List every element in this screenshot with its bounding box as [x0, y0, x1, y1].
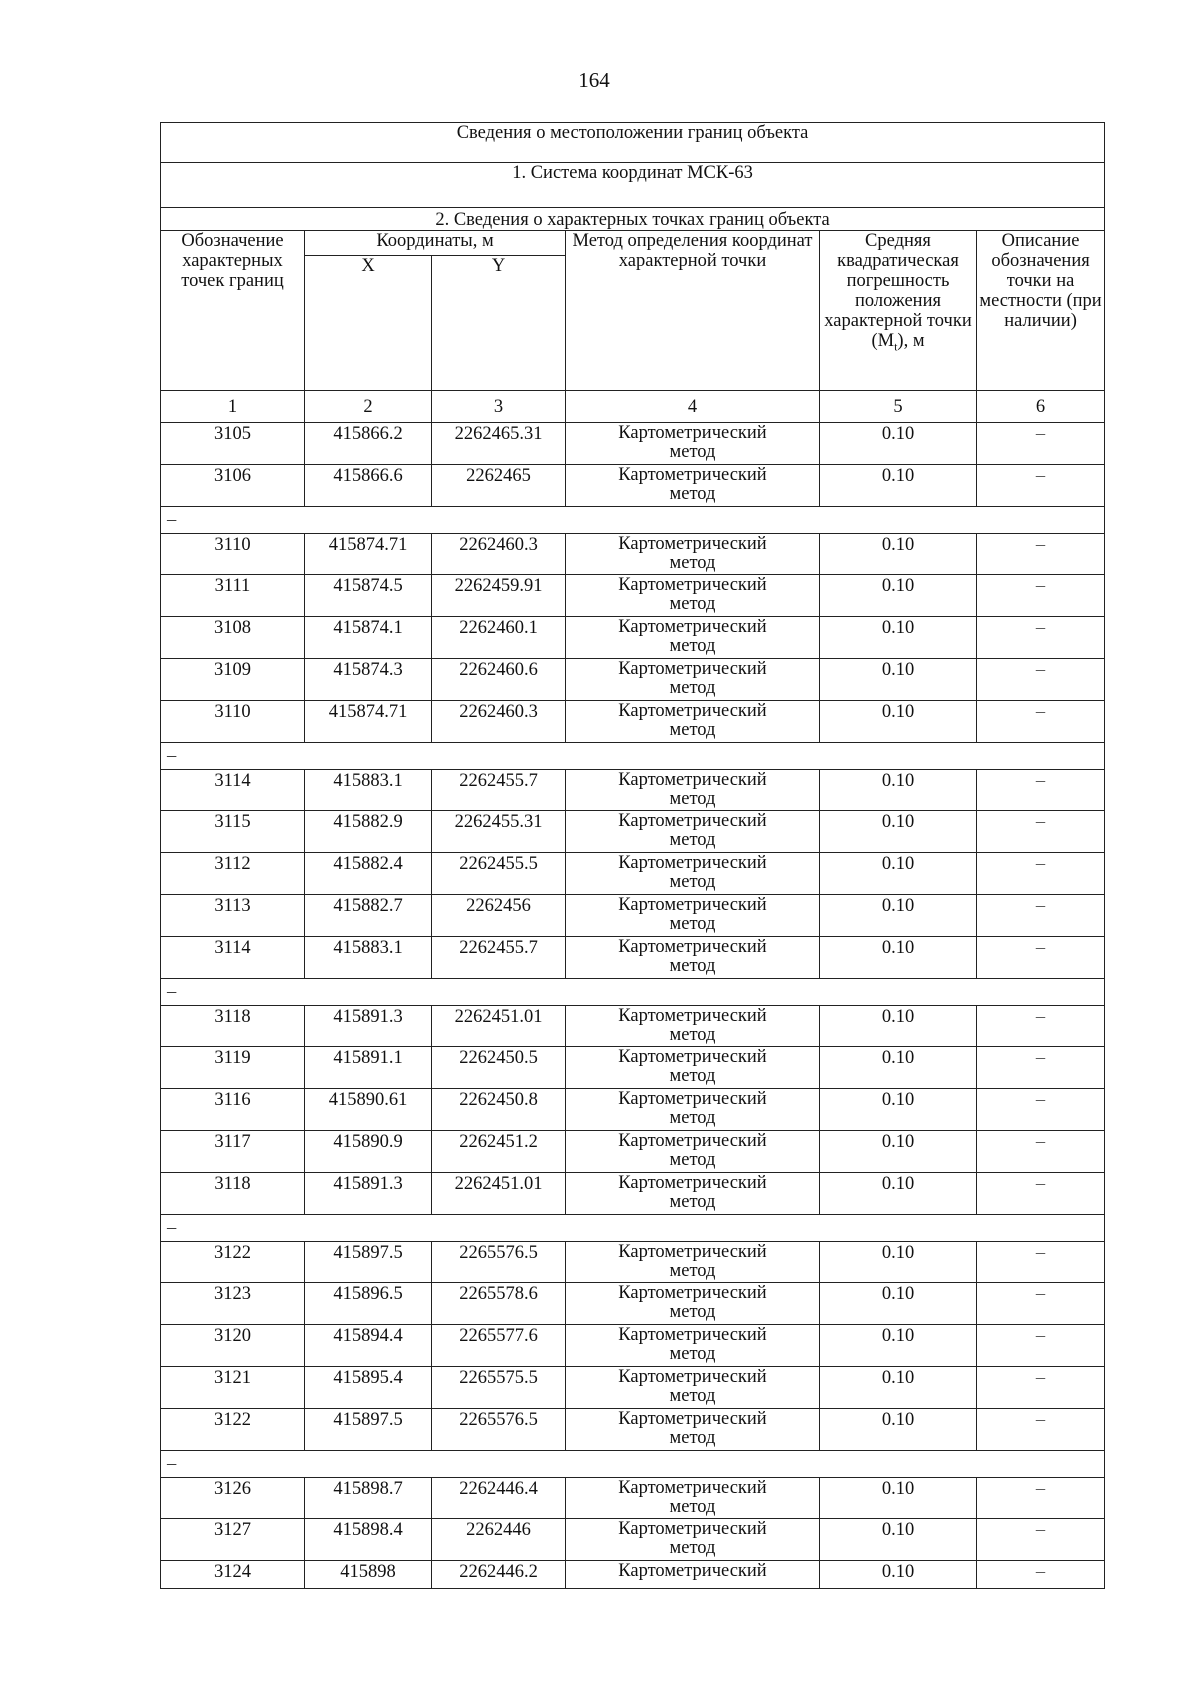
col-number: 2	[305, 391, 432, 423]
point-description: –	[977, 423, 1105, 465]
coord-x: 415897.5	[305, 1241, 432, 1283]
mean-error: 0.10	[820, 1408, 977, 1450]
coord-y: 2262459.91	[432, 575, 566, 617]
table-row	[161, 1241, 1105, 1283]
point-description: –	[977, 1130, 1105, 1172]
coord-x: 415882.4	[305, 853, 432, 895]
separator-dash: –	[161, 978, 1105, 1005]
coord-x: 415874.3	[305, 658, 432, 700]
coord-x: 415891.1	[305, 1047, 432, 1089]
point-id: 3122	[161, 1241, 305, 1283]
header-error	[820, 231, 977, 391]
point-description: –	[977, 769, 1105, 811]
point-description: –	[977, 700, 1105, 742]
coord-x: 415874.71	[305, 533, 432, 575]
mean-error: 0.10	[820, 1519, 977, 1561]
table-row	[161, 1283, 1105, 1325]
method-line: метод	[669, 1427, 716, 1448]
point-id: 3120	[161, 1325, 305, 1367]
method-line: метод	[669, 636, 716, 657]
method-line: Картометрический	[618, 811, 767, 832]
method-line: метод	[669, 1260, 716, 1281]
mean-error: 0.10	[820, 575, 977, 617]
method-cell	[566, 533, 820, 575]
method-cell	[566, 769, 820, 811]
mean-error: 0.10	[820, 617, 977, 659]
table-row	[161, 575, 1105, 617]
coord-x: 415896.5	[305, 1283, 432, 1325]
mean-error: 0.10	[820, 936, 977, 978]
table-row	[161, 936, 1105, 978]
mean-error: 0.10	[820, 423, 977, 465]
table-row	[161, 894, 1105, 936]
coord-x: 415898.7	[305, 1477, 432, 1519]
method-line: метод	[669, 1496, 716, 1517]
table-row	[161, 1561, 1105, 1589]
method-cell	[566, 617, 820, 659]
coord-y: 2262446	[432, 1519, 566, 1561]
method-line: Картометрический	[618, 1477, 767, 1498]
method-line: метод	[669, 1191, 716, 1212]
coord-y: 2262460.6	[432, 658, 566, 700]
method-line: метод	[669, 677, 716, 698]
method-line: Картометрический	[618, 769, 767, 790]
method-line: метод	[669, 1024, 716, 1045]
point-description: –	[977, 1172, 1105, 1214]
table-row	[161, 1047, 1105, 1089]
method-line: метод	[669, 1385, 716, 1406]
method-line: Картометрический	[618, 894, 767, 915]
table-row	[161, 1172, 1105, 1214]
contour-separator-row	[161, 506, 1105, 533]
mean-error: 0.10	[820, 811, 977, 853]
method-line: Картометрический	[618, 658, 767, 679]
coord-x: 415894.4	[305, 1325, 432, 1367]
coord-y: 2262451.2	[432, 1130, 566, 1172]
header-coordinates: Координаты, м	[305, 231, 566, 256]
mean-error: 0.10	[820, 533, 977, 575]
coord-x: 415890.9	[305, 1130, 432, 1172]
mean-error: 0.10	[820, 1477, 977, 1519]
table-row	[161, 853, 1105, 895]
coord-y: 2262451.01	[432, 1172, 566, 1214]
table-row	[161, 658, 1105, 700]
point-id: 3118	[161, 1005, 305, 1047]
method-line: метод	[669, 830, 716, 851]
table-row	[161, 617, 1105, 659]
coord-y: 2262451.01	[432, 1005, 566, 1047]
point-id: 3119	[161, 1047, 305, 1089]
coord-y: 2262446.2	[432, 1561, 566, 1589]
method-line: Картометрический	[618, 1047, 767, 1068]
method-line: метод	[669, 594, 716, 615]
separator-dash: –	[161, 506, 1105, 533]
point-id: 3122	[161, 1408, 305, 1450]
method-line: Картометрический	[618, 1172, 767, 1193]
table-title: Сведения о местоположении границ объекта	[161, 123, 1105, 163]
coord-y: 2262450.8	[432, 1089, 566, 1131]
table-row	[161, 1477, 1105, 1519]
point-description: –	[977, 811, 1105, 853]
coordinate-system: 1. Система координат МСК-63	[161, 163, 1105, 208]
coord-y: 2262446.4	[432, 1477, 566, 1519]
point-description: –	[977, 1089, 1105, 1131]
coord-x: 415866.2	[305, 423, 432, 465]
coord-y: 2262460.1	[432, 617, 566, 659]
col-number: 5	[820, 391, 977, 423]
point-id: 3116	[161, 1089, 305, 1131]
method-line: метод	[669, 483, 716, 504]
method-cell	[566, 1325, 820, 1367]
coord-x: 415898.4	[305, 1519, 432, 1561]
header-error-unit: ), м	[897, 331, 925, 351]
method-line: Картометрический	[618, 1241, 767, 1262]
coord-y: 2262455.7	[432, 769, 566, 811]
boundary-points-table	[160, 122, 1105, 1589]
table-row	[161, 1519, 1105, 1561]
table-row	[161, 700, 1105, 742]
header-error-subscript: t	[894, 339, 898, 354]
mean-error: 0.10	[820, 1130, 977, 1172]
method-line: Картометрический	[618, 936, 767, 957]
coord-y: 2262460.3	[432, 533, 566, 575]
point-id: 3117	[161, 1130, 305, 1172]
point-description: –	[977, 1408, 1105, 1450]
method-line: Картометрический	[618, 1130, 767, 1151]
coord-x: 415897.5	[305, 1408, 432, 1450]
mean-error: 0.10	[820, 853, 977, 895]
point-description: –	[977, 936, 1105, 978]
point-description: –	[977, 533, 1105, 575]
point-id: 3115	[161, 811, 305, 853]
method-line: метод	[669, 1344, 716, 1365]
coord-y: 2262456	[432, 894, 566, 936]
method-line: Картометрический	[618, 423, 767, 443]
point-description: –	[977, 1519, 1105, 1561]
table-row	[161, 423, 1105, 465]
coord-y: 2262465	[432, 464, 566, 506]
separator-dash: –	[161, 742, 1105, 769]
table-row	[161, 811, 1105, 853]
method-cell	[566, 1241, 820, 1283]
method-line: Картометрический	[618, 617, 767, 638]
point-description: –	[977, 1325, 1105, 1367]
table-row	[161, 1325, 1105, 1367]
method-cell	[566, 658, 820, 700]
table-row	[161, 533, 1105, 575]
coord-y: 2262455.7	[432, 936, 566, 978]
coord-y: 2265578.6	[432, 1283, 566, 1325]
table-row	[161, 464, 1105, 506]
method-line: Картометрический	[618, 1005, 767, 1026]
coord-y: 2262450.5	[432, 1047, 566, 1089]
table-row	[161, 1130, 1105, 1172]
mean-error: 0.10	[820, 1172, 977, 1214]
contour-separator-row	[161, 742, 1105, 769]
method-cell	[566, 423, 820, 465]
method-cell	[566, 464, 820, 506]
point-description: –	[977, 575, 1105, 617]
coord-x: 415874.1	[305, 617, 432, 659]
coord-x: 415874.5	[305, 575, 432, 617]
contour-separator-row	[161, 1450, 1105, 1477]
point-id: 3123	[161, 1283, 305, 1325]
point-id: 3109	[161, 658, 305, 700]
col-number: 4	[566, 391, 820, 423]
point-description: –	[977, 1005, 1105, 1047]
coord-x: 415883.1	[305, 769, 432, 811]
method-line: метод	[669, 1149, 716, 1170]
method-line: метод	[669, 1538, 716, 1559]
mean-error: 0.10	[820, 1047, 977, 1089]
contour-separator-row	[161, 978, 1105, 1005]
method-cell	[566, 700, 820, 742]
coord-y: 2265575.5	[432, 1366, 566, 1408]
coord-y: 2265577.6	[432, 1325, 566, 1367]
method-line: Картометрический	[618, 1089, 767, 1110]
method-line: метод	[669, 1066, 716, 1087]
method-cell	[566, 1477, 820, 1519]
method-line: метод	[669, 442, 716, 462]
mean-error: 0.10	[820, 1283, 977, 1325]
point-id: 3127	[161, 1519, 305, 1561]
point-description: –	[977, 1561, 1105, 1589]
mean-error: 0.10	[820, 1325, 977, 1367]
mean-error: 0.10	[820, 1089, 977, 1131]
method-cell	[566, 1561, 820, 1589]
coord-x: 415866.6	[305, 464, 432, 506]
point-id: 3121	[161, 1366, 305, 1408]
point-id: 3110	[161, 533, 305, 575]
header-x: X	[305, 256, 432, 391]
method-line: Картометрический	[618, 853, 767, 874]
point-description: –	[977, 1366, 1105, 1408]
header-error-text: Средняя квадратическая погрешность положения характерной точки (M	[824, 231, 972, 351]
point-id: 3106	[161, 464, 305, 506]
separator-dash: –	[161, 1450, 1105, 1477]
method-cell	[566, 1519, 820, 1561]
point-id: 3110	[161, 700, 305, 742]
table-row	[161, 769, 1105, 811]
method-line: метод	[669, 872, 716, 893]
table-row	[161, 1089, 1105, 1131]
method-line: Картометрический	[618, 1366, 767, 1387]
method-cell	[566, 1005, 820, 1047]
coord-x: 415891.3	[305, 1172, 432, 1214]
table-row	[161, 1366, 1105, 1408]
point-id: 3126	[161, 1477, 305, 1519]
method-cell	[566, 894, 820, 936]
coord-x: 415874.71	[305, 700, 432, 742]
method-line: Картометрический	[618, 700, 767, 721]
point-description: –	[977, 464, 1105, 506]
coord-x: 415891.3	[305, 1005, 432, 1047]
point-description: –	[977, 658, 1105, 700]
method-line: Картометрический	[618, 533, 767, 554]
point-id: 3111	[161, 575, 305, 617]
page-number: 164	[578, 68, 610, 92]
point-id: 3118	[161, 1172, 305, 1214]
method-line: метод	[669, 1108, 716, 1129]
coord-x: 415883.1	[305, 936, 432, 978]
method-cell	[566, 1366, 820, 1408]
coord-y: 2262455.31	[432, 811, 566, 853]
point-id: 3112	[161, 853, 305, 895]
method-line: Картометрический	[618, 575, 767, 596]
method-line: Картометрический	[618, 1519, 767, 1540]
point-description: –	[977, 894, 1105, 936]
col-number: 6	[977, 391, 1105, 423]
method-line: Картометрический	[618, 1325, 767, 1346]
mean-error: 0.10	[820, 769, 977, 811]
method-cell	[566, 936, 820, 978]
point-description: –	[977, 1477, 1105, 1519]
point-id: 3108	[161, 617, 305, 659]
coord-x: 415890.61	[305, 1089, 432, 1131]
method-cell	[566, 853, 820, 895]
method-cell	[566, 1283, 820, 1325]
method-cell	[566, 1130, 820, 1172]
header-point: Обозначение характерных точек границ	[161, 231, 305, 391]
mean-error: 0.10	[820, 1241, 977, 1283]
contour-separator-row	[161, 1214, 1105, 1241]
mean-error: 0.10	[820, 700, 977, 742]
col-number: 1	[161, 391, 305, 423]
point-description: –	[977, 617, 1105, 659]
point-id: 3113	[161, 894, 305, 936]
table-row	[161, 1408, 1105, 1450]
mean-error: 0.10	[820, 1005, 977, 1047]
mean-error: 0.10	[820, 658, 977, 700]
coord-x: 415882.7	[305, 894, 432, 936]
method-line: Картометрический	[618, 1408, 767, 1429]
point-description: –	[977, 853, 1105, 895]
method-cell	[566, 575, 820, 617]
method-line: Картометрический	[618, 464, 767, 485]
separator-dash: –	[161, 1214, 1105, 1241]
coord-y: 2265576.5	[432, 1241, 566, 1283]
method-line: метод	[669, 1302, 716, 1323]
method-line: метод	[669, 955, 716, 976]
mean-error: 0.10	[820, 1561, 977, 1589]
point-description: –	[977, 1047, 1105, 1089]
coord-y: 2262460.3	[432, 700, 566, 742]
coord-y: 2262465.31	[432, 423, 566, 465]
mean-error: 0.10	[820, 1366, 977, 1408]
point-id: 3114	[161, 769, 305, 811]
header-description: Описание обозначения точки на местности (при наличии)	[977, 231, 1105, 391]
point-id: 3124	[161, 1561, 305, 1589]
method-line: метод	[669, 719, 716, 740]
method-cell	[566, 1172, 820, 1214]
method-cell	[566, 1089, 820, 1131]
point-id: 3114	[161, 936, 305, 978]
header-y: Y	[432, 256, 566, 391]
method-cell	[566, 1047, 820, 1089]
method-line: Картометрический	[618, 1561, 767, 1582]
method-line: метод	[669, 552, 716, 573]
point-description: –	[977, 1241, 1105, 1283]
section-heading: 2. Сведения о характерных точках границ объекта	[161, 208, 1105, 231]
mean-error: 0.10	[820, 894, 977, 936]
header-method: Метод определения координат характерной точки	[566, 231, 820, 391]
method-line: Картометрический	[618, 1283, 767, 1304]
table-row	[161, 1005, 1105, 1047]
coord-y: 2265576.5	[432, 1408, 566, 1450]
point-description: –	[977, 1283, 1105, 1325]
method-line: метод	[669, 913, 716, 934]
method-cell	[566, 1408, 820, 1450]
method-cell	[566, 811, 820, 853]
coord-x: 415895.4	[305, 1366, 432, 1408]
mean-error: 0.10	[820, 464, 977, 506]
coord-x: 415898	[305, 1561, 432, 1589]
col-number: 3	[432, 391, 566, 423]
method-line: метод	[669, 788, 716, 809]
coord-y: 2262455.5	[432, 853, 566, 895]
coord-x: 415882.9	[305, 811, 432, 853]
point-id: 3105	[161, 423, 305, 465]
